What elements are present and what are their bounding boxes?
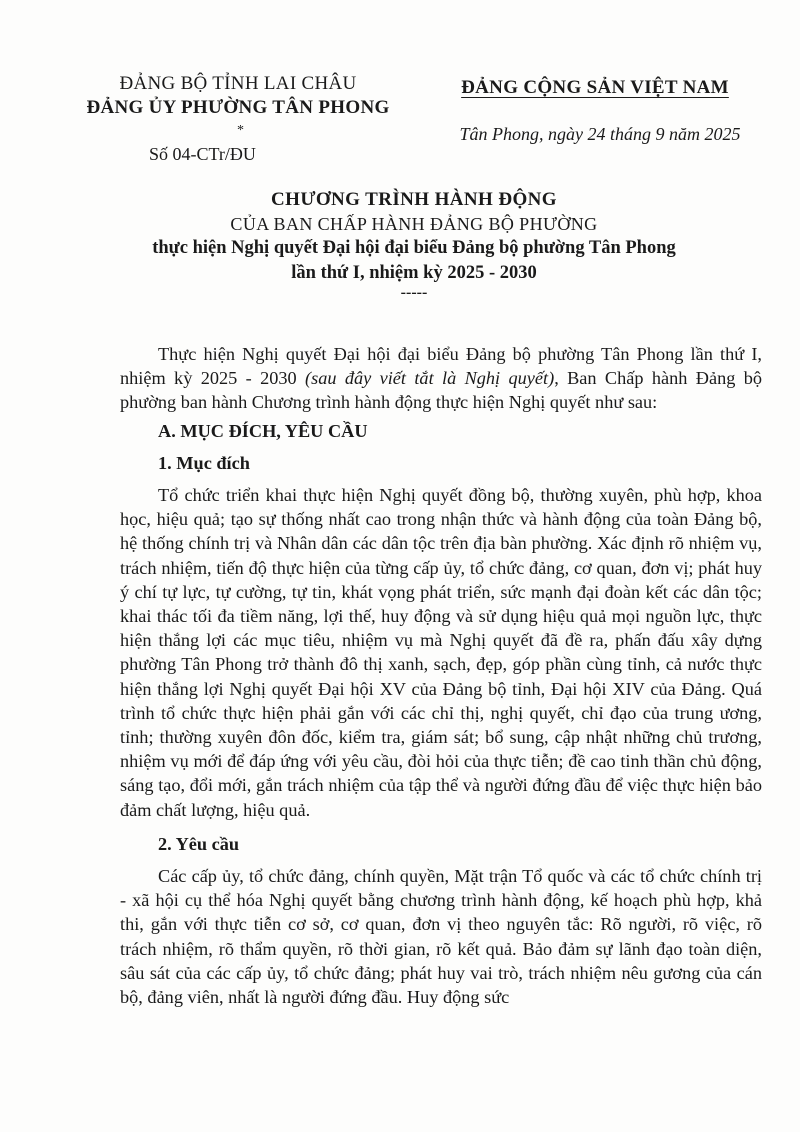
section-a-heading: A. MỤC ĐÍCH, YÊU CẦU (158, 420, 368, 441)
document-number: Số 04-CTr/ĐU (149, 144, 256, 164)
purpose-paragraph: Tổ chức triển khai thực hiện Nghị quyết đồng bộ, thường xuyên, phù hợp, khoa học, hiệu quả; tạo sự thống nhất cao trong nhận thức và hành động của toàn Đảng bộ, hệ thống chính trị và Nhân dân các dân tộc trên địa bàn phường. Xác định rõ nhiệm vụ, trách nhiệm, tiến độ thực hiện của từng cấp ủy, tổ chức đảng, cơ quan, đơn vị; phát huy ý chí tự lực, tự cường, tự tin, khát vọng phát triển, sức mạnh đại đoàn kết các dân tộc; khai thác tối đa tiềm năng, lợi thế, huy động và sử dụng hiệu quả mọi nguồn lực, thực hiện thắng lợi các mục tiêu, nhiệm vụ mà Nghị quyết đã đề ra, phấn đấu xây dựng phường Tân Phong trở thành đô thị xanh, sạch, đẹp, góp phần cùng tỉnh, cả nước thực hiện thắng lợi Nghị quyết Đại hội XV của Đảng bộ tỉnh, Đại hội XIV của Đảng. Quá trình tổ chức thực hiện phải gắn với các chỉ thị, nghị quyết, chỉ đạo của trung ương, tỉnh; thường xuyên đôn đốc, kiểm tra, giám sát; bổ sung, cập nhật những chủ trương, nhiệm vụ mới để đáp ứng với yêu cầu, đòi hỏi của thực tiễn; đề cao tinh thần chủ động, sáng tạo, đổi mới, gắn trách nhiệm của tập thể và người đứng đầu để việc thực hiện bảo đảm chất lượng, hiệu quả. (120, 485, 762, 820)
title-description-line-2: lần thứ I, nhiệm kỳ 2025 - 2030 (291, 263, 537, 283)
document-title-block (100, 188, 728, 301)
place-date: Tân Phong, ngày 24 tháng 9 năm 2025 (459, 124, 741, 144)
purpose-heading: 1. Mục đích (158, 452, 250, 473)
intro-text-part-1: Thực hiện Nghị quyết Đại hội đại biểu Đảng bộ phường Tân Phong lần thứ I, nhiệm kỳ 2025 - 2030 (120, 344, 762, 389)
parent-organization: ĐẢNG BỘ TỈNH LAI CHÂU (119, 73, 357, 94)
requirement-paragraph: Các cấp ủy, tổ chức đảng, chính quyền, Mặt trận Tổ quốc và các tổ chức chính trị - xã hội cụ thể hóa Nghị quyết bằng chương trình hành động, kế hoạch phù hợp, khả thi, gắn với thực tiễn cơ sở, cơ quan, đơn vị theo nguyên tắc: Rõ người, rõ việc, rõ trách nhiệm, rõ thẩm quyền, rõ thời gian, rõ kết quả. Bảo đảm sự lãnh đạo toàn diện, sâu sát của các cấp ủy, tổ chức đảng; phát huy vai trò, trách nhiệm nêu gương của cán bộ, đảng viên, nhất là người đứng đầu. Huy động sức (120, 866, 762, 1008)
party-header-block (430, 76, 760, 146)
issuing-authority-block (78, 72, 398, 166)
title-description-line-1: thực hiện Nghị quyết Đại hội đại biểu Đảng bộ phường Tân Phong (152, 238, 676, 258)
document-subtitle: CỦA BAN CHẤP HÀNH ĐẢNG BỘ PHƯỜNG (230, 214, 598, 234)
requirement-heading: 2. Yêu cầu (158, 833, 240, 854)
title-divider: ----- (400, 284, 428, 301)
document-title: CHƯƠNG TRÌNH HÀNH ĐỘNG (271, 189, 557, 210)
intro-italic-note: (sau đây viết tắt là Nghị quyết) (305, 368, 555, 389)
document-body (120, 342, 762, 1009)
issuing-organization: ĐẢNG ỦY PHƯỜNG TÂN PHONG (86, 97, 390, 118)
intro-paragraph (120, 342, 762, 415)
star-separator: * (237, 123, 244, 138)
party-name: ĐẢNG CỘNG SẢN VIỆT NAM (461, 77, 729, 98)
intro-text-part-2: , Ban Chấp hành Đảng bộ phường ban hành Chương trình hành động thực hiện Nghị quyết như sau: (120, 368, 763, 413)
